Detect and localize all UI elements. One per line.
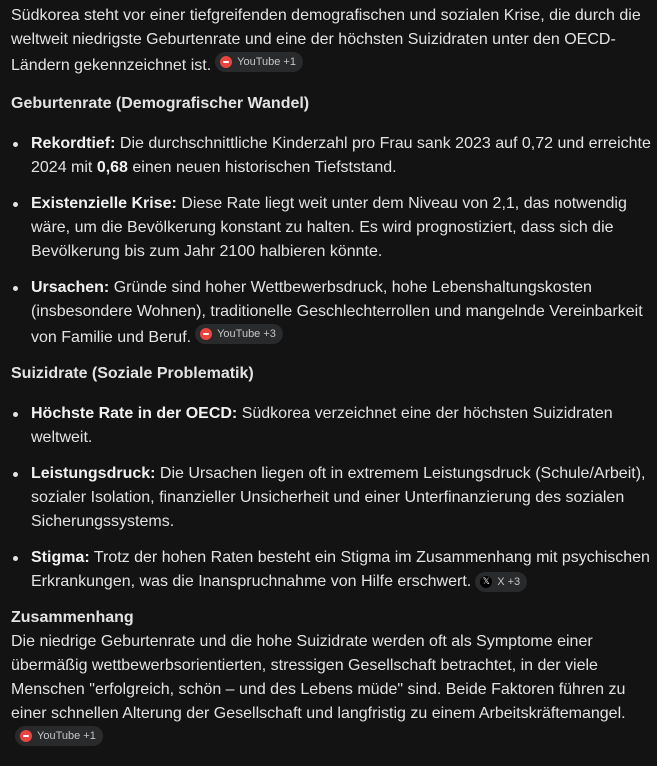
youtube-icon xyxy=(200,328,212,340)
summary-text: Die niedrige Geburtenrate und die hohe Suizidrate werden oft als Symptome einer übermäßig wettbewerbsorientierten, stressigen Gesellschaft betrachtet, in der viele Menschen "erfolgreich, schön – und des Lebens müde" sind. Beide Faktoren führen zu einer schnellen Alterung der Gesellschaft und langfristig zu einem Arbeitskräftemangel. xyxy=(11,633,626,722)
item-text: Die Ursachen liegen oft in extremem Leistungsdruck (Schule/Arbeit), sozialer Isolation, finanzieller Unsicherheit und einer Unterfinanzierung des sozialen Sicherungssystems. xyxy=(31,465,646,530)
list-item xyxy=(11,276,651,350)
source-chip-youtube[interactable] xyxy=(15,726,103,746)
item-text: einen neuen historischen Tiefststand. xyxy=(127,159,397,176)
summary-paragraph xyxy=(11,630,651,752)
source-chip-youtube[interactable] xyxy=(195,324,283,344)
suicide-rate-list xyxy=(11,402,651,594)
list-item xyxy=(11,546,651,594)
x-icon: 𝕏 xyxy=(480,576,492,588)
source-chip-label: YouTube +1 xyxy=(237,56,296,68)
intro-text: Südkorea steht vor einer tiefgreifenden demografischen und sozialen Krise, die durch die weltweit niedrigste Geburtenrate und eine der höchsten Suizidraten unter den OECD-Ländern gekennzeichnet ist. xyxy=(11,7,641,74)
list-item xyxy=(11,132,651,180)
item-label: Ursachen: xyxy=(31,279,110,296)
source-chip-x[interactable] xyxy=(475,572,527,592)
intro-paragraph xyxy=(11,4,651,78)
source-chip-youtube[interactable] xyxy=(215,52,303,72)
item-emphasis: 0,68 xyxy=(96,159,128,176)
source-chip-label: YouTube +1 xyxy=(37,730,96,742)
list-item xyxy=(11,462,651,534)
item-label: Stigma: xyxy=(31,549,90,566)
youtube-icon xyxy=(220,56,232,68)
item-text: Südkorea verzeichnet eine der höchsten Suizidraten weltweit. xyxy=(31,405,613,446)
list-item xyxy=(11,192,651,264)
youtube-icon xyxy=(20,730,32,742)
item-text: Diese Rate liegt weit unter dem Niveau von 2,1, das notwendig wäre, um die Bevölkerung konstant zu halten. Es wird prognostiziert, dass sich die Bevölkerung bis zum Jahr 2100 halbieren könnte. xyxy=(31,195,627,260)
list-item xyxy=(11,402,651,450)
summary-heading: Zusammenhang xyxy=(11,609,134,626)
item-label: Höchste Rate in der OECD: xyxy=(31,405,238,422)
section-heading-suicide-rate: Suizidrate (Soziale Problematik) xyxy=(11,365,254,382)
item-label: Rekordtief: xyxy=(31,135,116,152)
source-chip-label: YouTube +3 xyxy=(217,328,276,340)
item-text: Die durchschnittliche Kinderzahl pro Frau sank 2023 auf 0,72 und erreichte 2024 mit xyxy=(31,135,651,176)
source-chip-label: X +3 xyxy=(497,576,521,588)
item-label: Leistungsdruck: xyxy=(31,465,156,482)
birthrate-list xyxy=(11,132,651,350)
item-text: Trotz der hohen Raten besteht ein Stigma im Zusammenhang mit psychischen Erkrankungen, was die Inanspruchnahme von Hilfe erschwert. xyxy=(31,549,650,590)
item-text: Gründe sind hoher Wettbewerbsdruck, hohe Lebenshaltungskosten (insbesondere Wohnen), traditionelle Geschlechterrollen und mangelnde Vereinbarkeit von Familie und Beruf. xyxy=(31,279,643,346)
item-label: Existenzielle Krise: xyxy=(31,195,177,212)
section-heading-birthrate: Geburtenrate (Demografischer Wandel) xyxy=(11,95,310,112)
